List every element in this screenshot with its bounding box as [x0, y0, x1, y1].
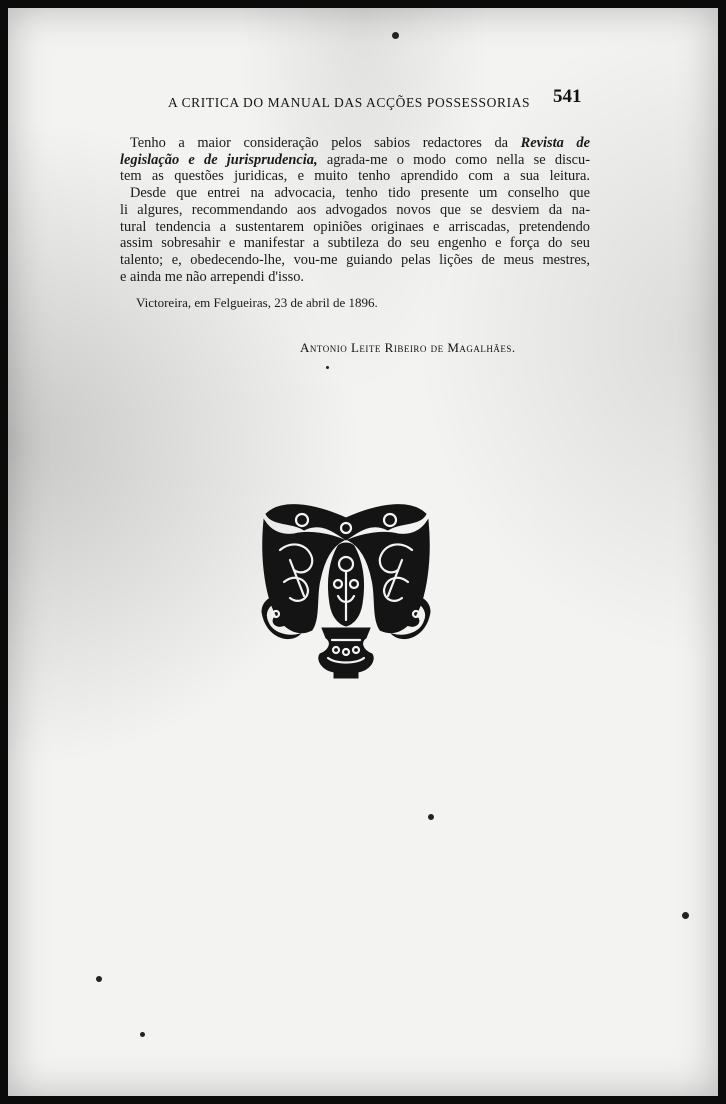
body-line: talento; e, obedecendo-lhe, vou-me guiando pelas lições de meus mestres,: [120, 251, 590, 268]
paper-speck: [96, 976, 102, 982]
page-number: 541: [553, 86, 582, 107]
body-line: assim sobresahir e manifestar a subtileza do seu engenho e força do seu: [120, 235, 590, 252]
body-text-segment: agrada-me o modo como nella se discu-: [326, 151, 590, 168]
body-line: e ainda me não arrependi d'isso.: [120, 268, 305, 285]
dateline: Victoreira, em Felgueiras, 23 de abril de 1896.: [136, 295, 378, 310]
paper-speck: [140, 1032, 145, 1037]
body-line: tural tendencia a sustentarem opiniões originaes e arriscadas, pretendendo: [120, 218, 590, 235]
letter-body: [120, 135, 590, 285]
journal-title-italic: Revista de: [520, 135, 590, 151]
paper-speck: [326, 366, 329, 369]
paper-speck: [392, 32, 399, 39]
floral-vase-ornament: [260, 500, 432, 680]
running-title: A CRITICA DO MANUAL DAS ACÇÕES POSSESSORIAS: [168, 95, 531, 110]
body-text-segment: Tenho a maior consideração pelos sabios redactores da: [130, 135, 509, 151]
paper-speck: [682, 912, 689, 919]
body-line: [120, 152, 590, 169]
body-line: Desde que entrei na advocacia, tenho tido presente um conselho que: [130, 185, 590, 202]
journal-title-italic: legislação e de jurisprudencia,: [120, 151, 318, 168]
body-line: li algures, recommendando aos advogados novos que se desviem da na-: [120, 201, 590, 218]
document-page: [8, 8, 718, 1096]
body-line: [120, 135, 590, 152]
body-line: tem as questões juridicas, e muito tenho aprendido com a sua leitura.: [120, 168, 590, 185]
signature: Antonio Leite Ribeiro de Magalhães.: [300, 340, 516, 355]
paper-speck: [428, 814, 434, 820]
